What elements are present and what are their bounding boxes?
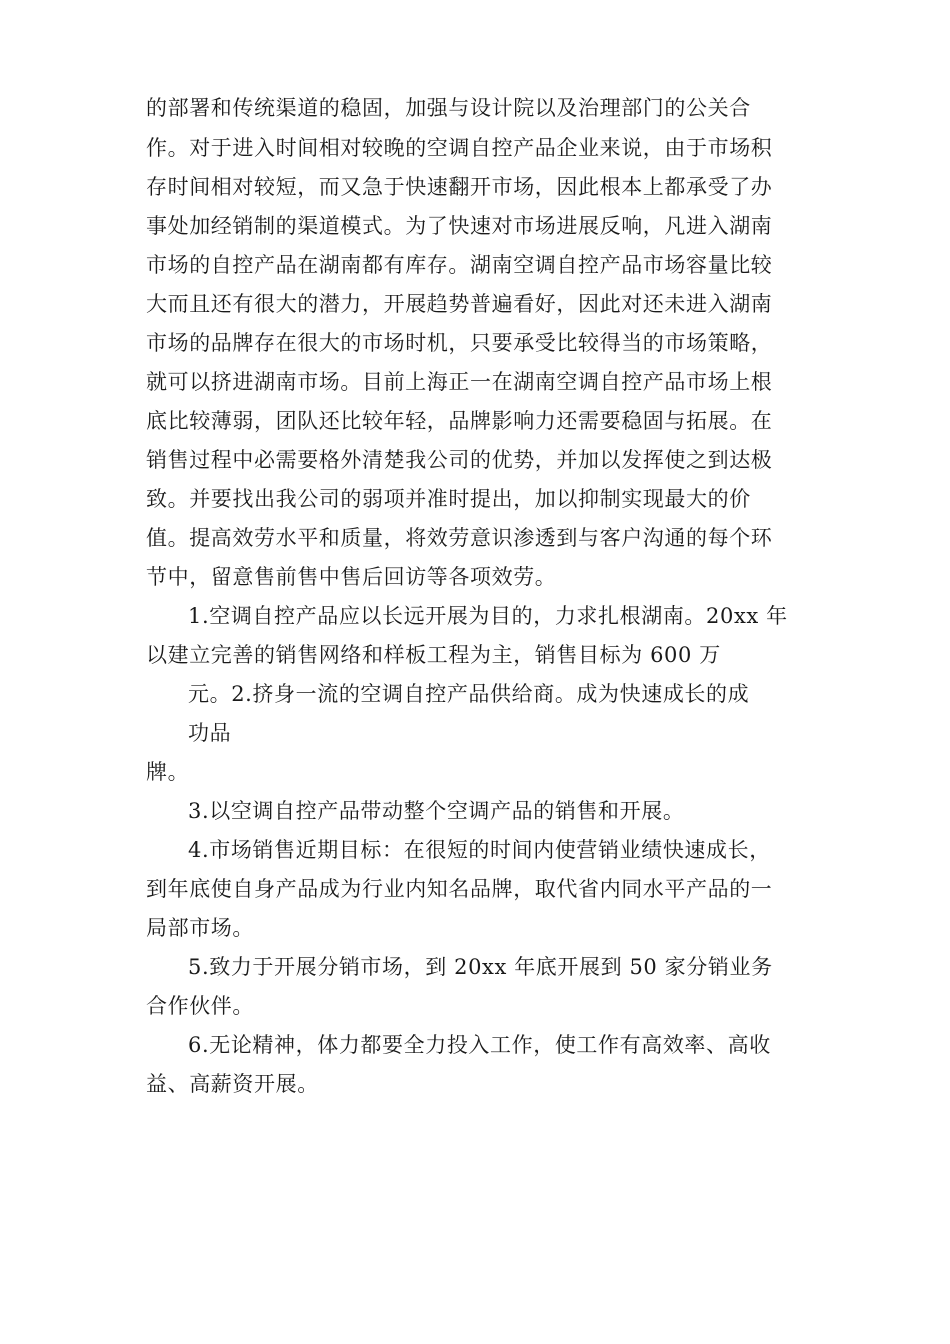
text-line: 存时间相对较短，而又急于快速翻开市场，因此根本上都承受了办	[146, 175, 773, 199]
text-line: 的部署和传统渠道的稳固，加强与设计院以及治理部门的公关合	[146, 96, 751, 120]
text-line: 底比较薄弱，团队还比较年轻，品牌影响力还需要稳固与拓展。在	[146, 409, 773, 433]
list-item-6: 6.无论精神，体力都要全力投入工作，使工作有高效率、高收	[188, 1033, 771, 1057]
text-line: 就可以挤进湖南市场。目前上海正一在湖南空调自控产品市场上根	[146, 370, 773, 394]
text-line: 节中，留意售前售中售后回访等各项效劳。	[146, 565, 557, 589]
text-line: 市场的自控产品在湖南都有库存。湖南空调自控产品市场容量比较	[146, 253, 773, 277]
text-line: 功品	[188, 721, 232, 745]
text-line: 牌。	[146, 760, 190, 784]
text-line: 市场的品牌存在很大的市场时机，只要承受比较得当的市场策略，	[146, 331, 773, 355]
text-line: 销售过程中必需要格外清楚我公司的优势，并加以发挥使之到达极	[146, 448, 773, 472]
text-line: 益、高薪资开展。	[146, 1072, 319, 1096]
list-item-5: 5.致力于开展分销市场，到 20xx 年底开展到 50 家分销业务	[188, 955, 773, 979]
text-line: 以建立完善的销售网络和样板工程为主，销售目标为 600 万	[146, 643, 721, 667]
text-line: 事处加经销制的渠道模式。为了快速对市场进展反响，凡进入湖南	[146, 214, 773, 238]
list-item-4: 4.市场销售近期目标：在很短的时间内使营销业绩快速成长，	[188, 838, 771, 862]
text-line: 致。并要找出我公司的弱项并准时提出，加以抑制实现最大的价	[146, 487, 751, 511]
list-item-2: 元。2.挤身一流的空调自控产品供给商。成为快速成长的成	[188, 682, 750, 706]
list-item-1: 1.空调自控产品应以长远开展为目的，力求扎根湖南。20xx 年	[188, 604, 788, 628]
text-line: 局部市场。	[146, 916, 254, 940]
list-item-3: 3.以空调自控产品带动整个空调产品的销售和开展。	[188, 799, 685, 823]
text-line: 到年底使自身产品成为行业内知名品牌，取代省内同水平产品的一	[146, 877, 773, 901]
text-line: 大而且还有很大的潜力，开展趋势普遍看好，因此对还未进入湖南	[146, 292, 773, 316]
text-line: 合作伙伴。	[146, 994, 254, 1018]
text-line: 值。提高效劳水平和质量，将效劳意识渗透到与客户沟通的每个环	[146, 526, 773, 550]
text-line: 作。对于进入时间相对较晚的空调自控产品企业来说，由于市场积	[146, 136, 773, 160]
